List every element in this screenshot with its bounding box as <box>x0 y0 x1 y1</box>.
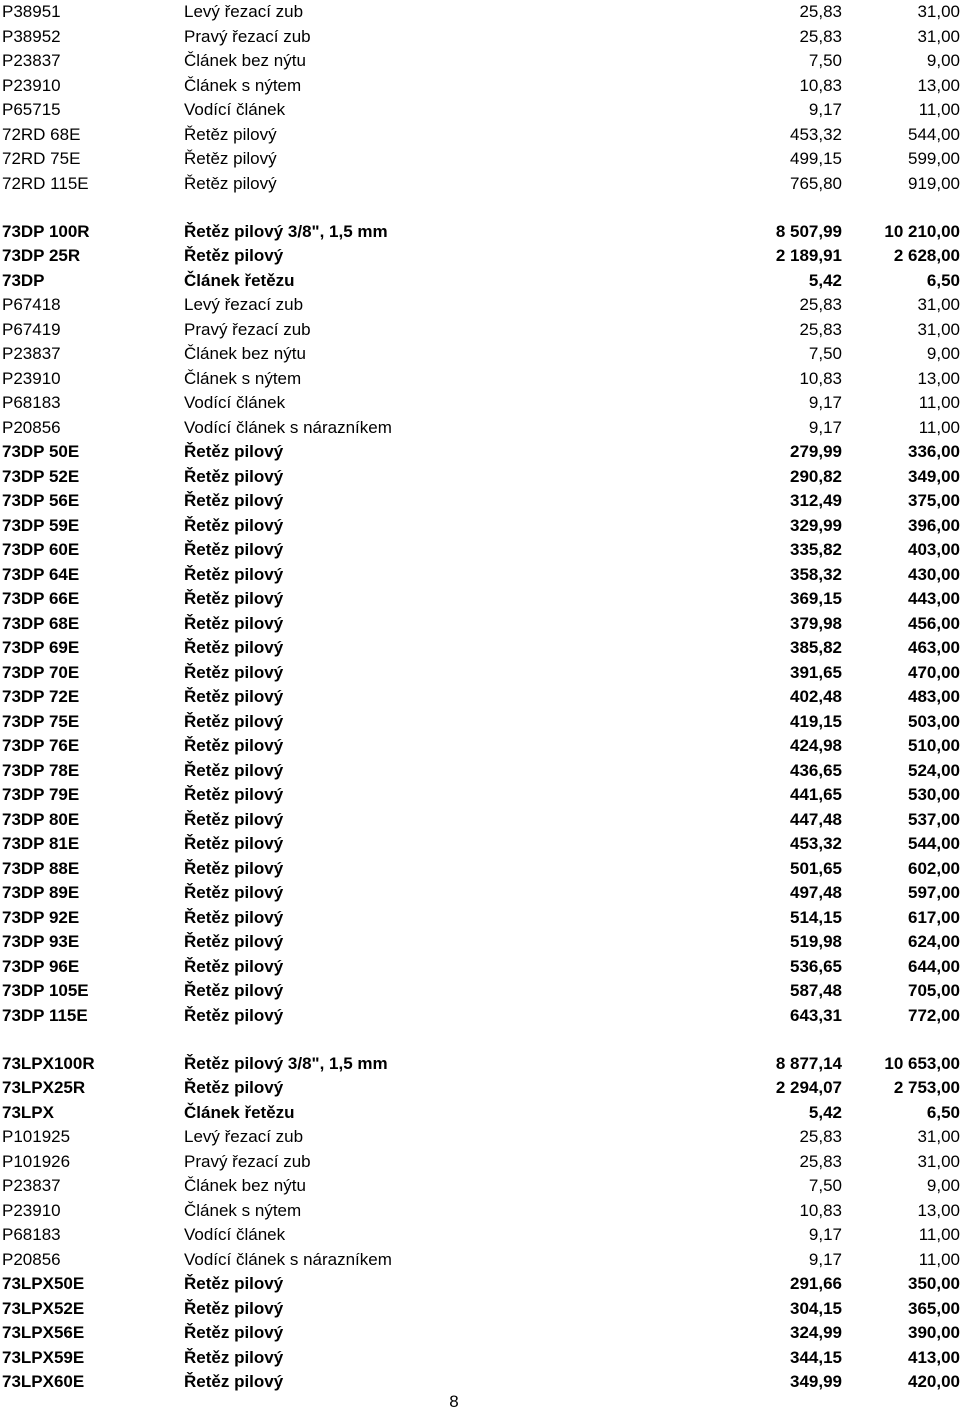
table-row <box>0 587 960 612</box>
item-code: 73DP 72E <box>2 687 80 706</box>
price-with-vat: 10 210,00 <box>884 221 960 241</box>
table-row <box>0 49 960 74</box>
item-name: Řetěz pilový <box>184 246 284 265</box>
item-code: 73DP 80E <box>2 809 80 829</box>
item-code: 73LPX56E <box>2 1323 85 1342</box>
item-code: 73DP 78E <box>2 760 80 780</box>
item-code: 73DP 81E <box>2 834 80 853</box>
item-code: 73DP 75E <box>2 711 80 731</box>
item-code: 73DP 89E <box>2 883 80 902</box>
item-code: 73DP 56E <box>2 491 80 510</box>
price-without-vat: 10,83 <box>799 368 842 388</box>
price-with-vat: 9,00 <box>926 1176 960 1195</box>
item-code: P65715 <box>2 100 61 119</box>
price-with-vat: 510,00 <box>908 736 960 755</box>
price-with-vat: 537,00 <box>908 809 960 829</box>
item-name: Řetěz pilový <box>184 809 284 829</box>
price-without-vat: 8 507,99 <box>775 221 842 241</box>
price-without-vat: 419,15 <box>790 711 842 731</box>
price-with-vat: 2 628,00 <box>893 246 960 265</box>
price-without-vat: 5,42 <box>808 270 842 290</box>
item-name: Pravý řezací zub <box>184 1151 311 1171</box>
item-code: 73DP 76E <box>2 736 80 755</box>
price-without-vat: 453,32 <box>790 834 842 853</box>
price-without-vat: 329,99 <box>790 515 842 535</box>
price-without-vat: 279,99 <box>790 442 842 461</box>
item-name: Pravý řezací zub <box>184 26 311 46</box>
table-row <box>0 1004 960 1029</box>
item-name: Levý řezací zub <box>184 1127 304 1146</box>
item-name: Řetěz pilový <box>184 638 284 657</box>
item-name: Řetěz pilový <box>184 1005 284 1025</box>
price-without-vat: 324,99 <box>790 1323 842 1342</box>
price-without-vat: 25,83 <box>799 295 842 314</box>
item-code: 73LPX <box>2 1102 54 1122</box>
item-name: Řetěz pilový <box>184 1298 284 1318</box>
price-without-vat: 335,82 <box>790 540 842 559</box>
price-without-vat: 9,17 <box>808 100 842 119</box>
item-code: 73DP 92E <box>2 907 80 927</box>
item-code: 72RD 115E <box>2 173 89 193</box>
table-row <box>0 1346 960 1371</box>
price-without-vat: 10,83 <box>799 1200 842 1220</box>
item-code: P38952 <box>2 26 61 46</box>
price-with-vat: 11,00 <box>918 393 960 412</box>
price-with-vat: 11,00 <box>918 1225 960 1244</box>
price-with-vat: 544,00 <box>908 124 960 144</box>
table-row <box>0 612 960 637</box>
table-row <box>0 710 960 735</box>
item-code: P23910 <box>2 75 61 95</box>
item-code: 73DP 52E <box>2 466 80 486</box>
price-without-vat: 349,99 <box>790 1372 842 1391</box>
item-name: Řetěz pilový <box>184 834 284 853</box>
item-name: Článek řetězu <box>184 1102 295 1122</box>
price-without-vat: 519,98 <box>790 932 842 951</box>
item-name: Řetěz pilový <box>184 711 284 731</box>
item-name: Řetěz pilový 3/8", 1,5 mm <box>184 1053 388 1073</box>
table-row <box>0 979 960 1004</box>
price-without-vat: 514,15 <box>790 907 842 927</box>
item-code: P68183 <box>2 393 61 412</box>
table-row <box>0 1223 960 1248</box>
price-without-vat: 25,83 <box>799 1151 842 1171</box>
price-with-vat: 544,00 <box>908 834 960 853</box>
item-code: 73DP 69E <box>2 638 80 657</box>
price-without-vat: 643,31 <box>790 1005 842 1025</box>
item-code: 73LPX50E <box>2 1274 85 1293</box>
item-name: Řetěz pilový <box>184 1274 284 1293</box>
table-row <box>0 74 960 99</box>
price-without-vat: 379,98 <box>790 613 842 633</box>
item-name: Řetěz pilový <box>184 491 284 510</box>
price-without-vat: 7,50 <box>808 51 842 70</box>
price-with-vat: 456,00 <box>908 613 960 633</box>
table-row <box>0 123 960 148</box>
price-with-vat: 6,50 <box>926 1102 960 1122</box>
table-row <box>0 98 960 123</box>
price-with-vat: 6,50 <box>926 270 960 290</box>
item-code: 73DP 68E <box>2 613 80 633</box>
price-with-vat: 31,00 <box>917 295 960 314</box>
price-without-vat: 453,32 <box>790 124 842 144</box>
table-row <box>0 930 960 955</box>
price-without-vat: 385,82 <box>790 638 842 657</box>
item-name: Řetěz pilový <box>184 589 284 608</box>
table-row <box>0 0 960 25</box>
price-with-vat: 430,00 <box>908 564 960 584</box>
price-without-vat: 441,65 <box>790 785 842 804</box>
item-name: Vodící článek <box>184 1225 286 1244</box>
table-row <box>0 391 960 416</box>
price-with-vat: 350,00 <box>908 1274 960 1293</box>
price-with-vat: 624,00 <box>908 932 960 951</box>
table-row <box>0 955 960 980</box>
item-name: Vodící článek <box>184 393 286 412</box>
table-row <box>0 857 960 882</box>
item-code: P23837 <box>2 344 61 363</box>
item-code: 73LPX52E <box>2 1298 85 1318</box>
price-with-vat: 403,00 <box>908 540 960 559</box>
price-with-vat: 420,00 <box>908 1372 960 1391</box>
table-row <box>0 1052 960 1077</box>
table-row <box>0 1248 960 1273</box>
item-code: 73DP 88E <box>2 858 80 878</box>
price-without-vat: 25,83 <box>799 1127 842 1146</box>
table-row <box>0 1199 960 1224</box>
price-with-vat: 530,00 <box>908 785 960 804</box>
price-with-vat: 597,00 <box>908 883 960 902</box>
table-row <box>0 489 960 514</box>
item-name: Levý řezací zub <box>184 2 304 21</box>
price-with-vat: 390,00 <box>908 1323 960 1342</box>
price-without-vat: 291,66 <box>790 1274 842 1293</box>
table-row <box>0 244 960 269</box>
item-name: Článek s nýtem <box>184 1200 302 1220</box>
item-name: Řetěz pilový <box>184 442 284 461</box>
table-row <box>0 147 960 172</box>
item-name: Řetěz pilový <box>184 785 284 804</box>
item-code: 72RD 68E <box>2 124 81 144</box>
table-row <box>0 440 960 465</box>
item-code: P101925 <box>2 1127 71 1146</box>
table-row <box>0 808 960 833</box>
table-row <box>0 538 960 563</box>
item-code: P68183 <box>2 1225 61 1244</box>
price-with-vat: 31,00 <box>917 1151 960 1171</box>
price-without-vat: 402,48 <box>790 687 842 706</box>
item-name: Řetěz pilový <box>184 124 277 144</box>
price-without-vat: 5,42 <box>808 1102 842 1122</box>
price-with-vat: 443,00 <box>908 589 960 608</box>
item-code: 73DP 79E <box>2 785 80 804</box>
price-without-vat: 9,17 <box>808 1249 842 1269</box>
item-code: 73DP 59E <box>2 515 80 535</box>
item-name: Vodící článek s nárazníkem <box>184 417 392 437</box>
item-code: 73LPX60E <box>2 1372 85 1391</box>
price-without-vat: 7,50 <box>808 1176 842 1195</box>
price-with-vat: 772,00 <box>908 1005 960 1025</box>
item-code: P23910 <box>2 1200 61 1220</box>
price-with-vat: 11,00 <box>918 100 960 119</box>
price-without-vat: 8 877,14 <box>775 1053 842 1073</box>
item-name: Řetěz pilový <box>184 1347 284 1367</box>
price-without-vat: 391,65 <box>790 662 842 682</box>
table-row <box>0 661 960 686</box>
price-with-vat: 13,00 <box>917 75 960 95</box>
table-row <box>0 465 960 490</box>
item-name: Pravý řezací zub <box>184 319 311 339</box>
table-row <box>0 1297 960 1322</box>
item-code: P67419 <box>2 319 61 339</box>
price-without-vat: 344,15 <box>790 1347 842 1367</box>
item-code: 72RD 75E <box>2 149 81 168</box>
price-with-vat: 2 753,00 <box>893 1078 960 1097</box>
table-row <box>0 1174 960 1199</box>
item-name: Řetěz pilový <box>184 540 284 559</box>
item-name: Článek řetězu <box>184 270 295 290</box>
table-row <box>0 1125 960 1150</box>
table-row <box>0 1101 960 1126</box>
table-row <box>0 269 960 294</box>
price-with-vat: 470,00 <box>908 662 960 682</box>
item-code: 73DP <box>2 270 45 290</box>
table-row <box>0 881 960 906</box>
item-name: Vodící článek s nárazníkem <box>184 1249 392 1269</box>
item-name: Řetěz pilový <box>184 613 284 633</box>
price-without-vat: 447,48 <box>790 809 842 829</box>
item-code: 73DP 93E <box>2 932 80 951</box>
item-name: Řetěz pilový <box>184 760 284 780</box>
price-without-vat: 7,50 <box>808 344 842 363</box>
price-with-vat: 644,00 <box>908 956 960 976</box>
price-without-vat: 497,48 <box>790 883 842 902</box>
price-without-vat: 25,83 <box>799 2 842 21</box>
table-row <box>0 514 960 539</box>
table-row <box>0 416 960 441</box>
item-code: 73DP 64E <box>2 564 80 584</box>
table-row <box>0 734 960 759</box>
price-with-vat: 9,00 <box>926 344 960 363</box>
item-code: P20856 <box>2 1249 61 1269</box>
price-without-vat: 436,65 <box>790 760 842 780</box>
item-name: Článek s nýtem <box>184 368 302 388</box>
price-with-vat: 375,00 <box>908 491 960 510</box>
item-code: 73DP 50E <box>2 442 80 461</box>
price-without-vat: 2 189,91 <box>775 246 842 265</box>
item-name: Levý řezací zub <box>184 295 304 314</box>
table-row <box>0 220 960 245</box>
item-code: P23837 <box>2 1176 61 1195</box>
table-row <box>0 318 960 343</box>
table-row <box>0 172 960 197</box>
table-row <box>0 636 960 661</box>
item-name: Řetěz pilový <box>184 1372 284 1391</box>
item-name: Řetěz pilový <box>184 932 284 951</box>
item-name: Řetěz pilový <box>184 858 284 878</box>
item-code: 73DP 105E <box>2 981 89 1000</box>
item-code: P38951 <box>2 2 61 21</box>
price-without-vat: 25,83 <box>799 319 842 339</box>
price-without-vat: 358,32 <box>790 564 842 584</box>
price-without-vat: 587,48 <box>790 981 842 1000</box>
item-name: Řetěz pilový <box>184 1323 284 1342</box>
item-code: P23910 <box>2 368 61 388</box>
item-name: Článek bez nýtu <box>184 51 306 70</box>
item-code: 73DP 25R <box>2 246 81 265</box>
item-name: Řetěz pilový <box>184 687 284 706</box>
price-with-vat: 396,00 <box>908 515 960 535</box>
price-with-vat: 365,00 <box>908 1298 960 1318</box>
item-name: Článek bez nýtu <box>184 344 306 363</box>
item-code: 73DP 70E <box>2 662 80 682</box>
price-with-vat: 463,00 <box>908 638 960 657</box>
table-row <box>0 1272 960 1297</box>
price-with-vat: 349,00 <box>908 466 960 486</box>
price-with-vat: 13,00 <box>917 368 960 388</box>
item-code: 73DP 115E <box>2 1005 88 1025</box>
item-name: Řetěz pilový 3/8", 1,5 mm <box>184 221 388 241</box>
item-code: 73LPX100R <box>2 1053 95 1073</box>
price-without-vat: 10,83 <box>799 75 842 95</box>
price-with-vat: 11,00 <box>918 1249 960 1269</box>
item-code: P101926 <box>2 1151 71 1171</box>
page-number: 8 <box>449 1392 459 1411</box>
item-name: Článek s nýtem <box>184 75 302 95</box>
price-without-vat: 25,83 <box>799 26 842 46</box>
item-name: Řetěz pilový <box>184 173 277 193</box>
price-without-vat: 9,17 <box>808 393 842 412</box>
item-code: P20856 <box>2 417 61 437</box>
table-row <box>0 832 960 857</box>
item-name: Řetěz pilový <box>184 149 277 168</box>
price-without-vat: 536,65 <box>790 956 842 976</box>
item-name: Řetěz pilový <box>184 662 284 682</box>
price-without-vat: 9,17 <box>808 1225 842 1244</box>
item-code: 73DP 60E <box>2 540 80 559</box>
price-with-vat: 503,00 <box>908 711 960 731</box>
price-without-vat: 304,15 <box>790 1298 842 1318</box>
table-row <box>0 1150 960 1175</box>
table-row <box>0 1321 960 1346</box>
table-row <box>0 783 960 808</box>
price-with-vat: 13,00 <box>917 1200 960 1220</box>
item-code: 73DP 96E <box>2 956 80 976</box>
item-name: Řetěz pilový <box>184 736 284 755</box>
price-with-vat: 31,00 <box>917 1127 960 1146</box>
item-name: Řetěz pilový <box>184 907 284 927</box>
price-with-vat: 336,00 <box>908 442 960 461</box>
price-with-vat: 524,00 <box>908 760 960 780</box>
price-without-vat: 499,15 <box>790 149 842 168</box>
table-row <box>0 685 960 710</box>
item-name: Řetěz pilový <box>184 981 284 1000</box>
item-code: 73LPX25R <box>2 1078 86 1097</box>
price-without-vat: 424,98 <box>790 736 842 755</box>
price-with-vat: 919,00 <box>908 173 960 193</box>
price-with-vat: 413,00 <box>908 1347 960 1367</box>
price-with-vat: 9,00 <box>926 51 960 70</box>
price-with-vat: 705,00 <box>908 981 960 1000</box>
price-without-vat: 2 294,07 <box>775 1078 842 1097</box>
price-with-vat: 617,00 <box>908 907 960 927</box>
item-name: Řetěz pilový <box>184 956 284 976</box>
table-row <box>0 25 960 50</box>
item-name: Řetěz pilový <box>184 466 284 486</box>
price-without-vat: 9,17 <box>808 417 842 437</box>
item-name: Řetěz pilový <box>184 1078 284 1097</box>
item-name: Řetěz pilový <box>184 564 284 584</box>
price-with-vat: 602,00 <box>908 858 960 878</box>
table-row <box>0 1076 960 1101</box>
item-code: 73LPX59E <box>2 1347 85 1367</box>
item-code: P23837 <box>2 51 61 70</box>
item-code: P67418 <box>2 295 61 314</box>
price-without-vat: 290,82 <box>790 466 842 486</box>
price-with-vat: 31,00 <box>917 26 960 46</box>
item-name: Řetěz pilový <box>184 883 284 902</box>
price-without-vat: 369,15 <box>790 589 842 608</box>
price-with-vat: 11,00 <box>918 417 960 437</box>
table-row <box>0 906 960 931</box>
price-with-vat: 483,00 <box>908 687 960 706</box>
item-name: Vodící článek <box>184 100 286 119</box>
price-without-vat: 501,65 <box>790 858 842 878</box>
table-row <box>0 563 960 588</box>
price-with-vat: 10 653,00 <box>884 1053 960 1073</box>
item-code: 73DP 66E <box>2 589 80 608</box>
table-row <box>0 293 960 318</box>
table-row <box>0 759 960 784</box>
price-with-vat: 31,00 <box>917 2 960 21</box>
price-without-vat: 312,49 <box>790 491 842 510</box>
price-without-vat: 765,80 <box>790 173 842 193</box>
price-with-vat: 599,00 <box>908 149 960 168</box>
price-with-vat: 31,00 <box>917 319 960 339</box>
table-row <box>0 367 960 392</box>
item-name: Řetěz pilový <box>184 515 284 535</box>
item-code: 73DP 100R <box>2 221 90 241</box>
table-row <box>0 342 960 367</box>
item-name: Článek bez nýtu <box>184 1176 306 1195</box>
